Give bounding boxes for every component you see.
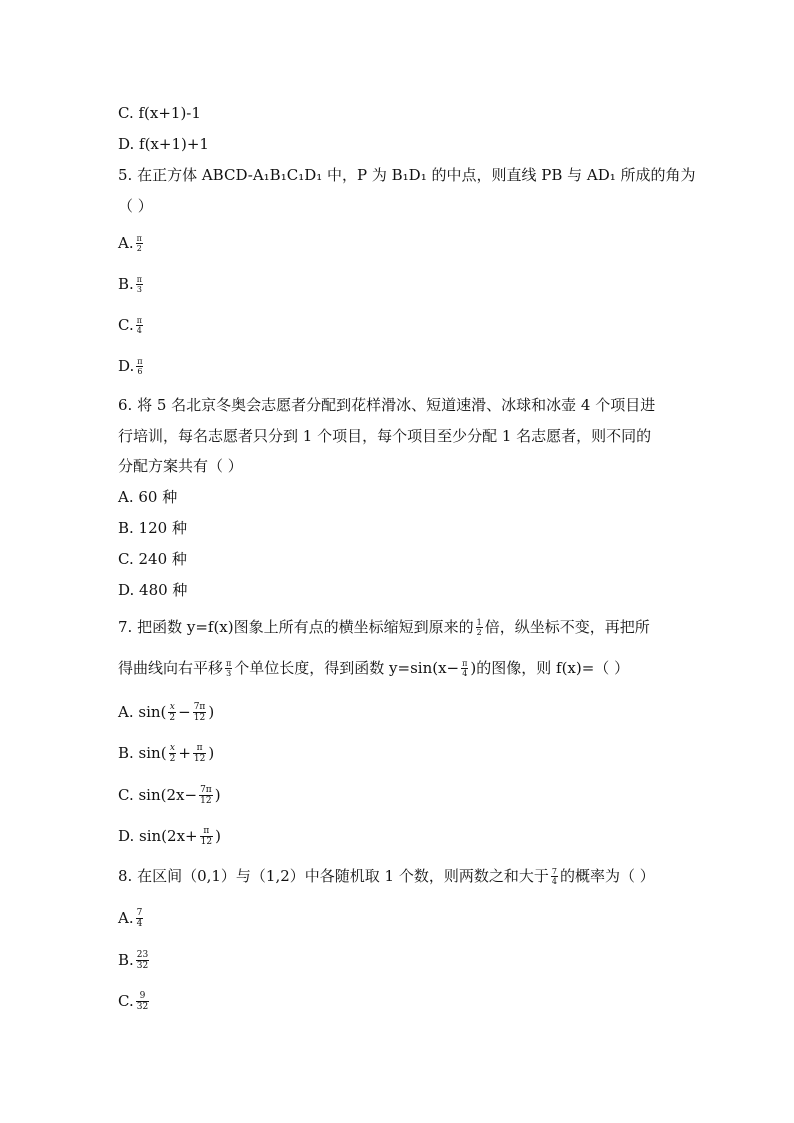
q6-option-b: B. 120 种 bbox=[118, 519, 187, 537]
fraction bbox=[136, 991, 149, 1012]
fraction bbox=[199, 785, 213, 806]
option-label: C. bbox=[118, 992, 134, 1010]
option-text: ) bbox=[208, 744, 215, 762]
fraction-denominator: 2 bbox=[136, 243, 142, 253]
fraction bbox=[169, 743, 177, 764]
fraction bbox=[136, 275, 143, 294]
fraction-denominator: 6 bbox=[137, 366, 143, 376]
q7-stem-text: )的图像，则 f(x)=（ ） bbox=[470, 659, 630, 677]
q6-option-c: C. 240 种 bbox=[118, 550, 187, 568]
option-label: B. bbox=[118, 951, 134, 969]
fraction-numerator: π bbox=[136, 274, 143, 284]
q7-stem-text: 个单位长度，得到函数 y=sin(x− bbox=[234, 659, 460, 677]
fraction bbox=[551, 867, 558, 886]
fraction bbox=[225, 659, 232, 678]
fraction-numerator: π bbox=[203, 825, 210, 836]
option-text: ) bbox=[214, 786, 221, 804]
fraction-denominator: 4 bbox=[136, 325, 142, 335]
fraction-numerator: π bbox=[137, 356, 143, 366]
fraction bbox=[193, 702, 207, 723]
q7-stem-line2 bbox=[118, 658, 694, 679]
fraction-denominator: 3 bbox=[136, 284, 142, 294]
q6-option-d: D. 480 种 bbox=[118, 581, 188, 599]
q4-option-c: C. f(x+1)-1 bbox=[118, 104, 201, 122]
fraction bbox=[136, 908, 144, 929]
fraction-denominator: 12 bbox=[200, 836, 213, 847]
q8-stem bbox=[118, 866, 694, 887]
q7-stem-text: 倍，纵坐标不变，再把所 bbox=[484, 618, 650, 636]
option-text: ) bbox=[208, 703, 215, 721]
q5-option-c bbox=[118, 315, 694, 336]
fraction-denominator: 12 bbox=[200, 795, 212, 806]
fraction-denominator: 4 bbox=[462, 668, 468, 678]
q8-stem-text: 的概率为（ ） bbox=[559, 867, 655, 885]
fraction-denominator: 12 bbox=[193, 753, 206, 764]
fraction-numerator: 1 bbox=[476, 617, 482, 627]
option-label: D. bbox=[118, 357, 135, 375]
q8-stem-text: 8. 在区间（0,1）与（1,2）中各随机取 1 个数，则两数之和大于 bbox=[118, 867, 549, 885]
fraction bbox=[193, 743, 206, 764]
fraction bbox=[476, 618, 483, 637]
option-label: A. bbox=[118, 234, 134, 252]
operator: + bbox=[178, 744, 191, 762]
fraction-denominator: 3 bbox=[226, 668, 232, 678]
fraction bbox=[461, 659, 468, 678]
q5-option-b bbox=[118, 274, 694, 295]
fraction bbox=[168, 702, 176, 723]
q5-option-d bbox=[118, 356, 694, 377]
fraction-denominator: 2 bbox=[476, 627, 482, 637]
option-label: C. bbox=[118, 316, 134, 334]
option-label: B. bbox=[118, 275, 134, 293]
fraction bbox=[136, 316, 143, 335]
q7-option-c bbox=[118, 785, 694, 807]
fraction-numerator: π bbox=[196, 742, 203, 753]
fraction bbox=[136, 357, 143, 376]
fraction bbox=[136, 234, 143, 253]
fraction-denominator: 4 bbox=[136, 918, 143, 929]
q7-stem-text: 7. 把函数 y=f(x)图象上所有点的横坐标缩短到原来的 bbox=[118, 618, 474, 636]
q7-stem-line1 bbox=[118, 617, 694, 638]
fraction-numerator: 7 bbox=[551, 866, 557, 876]
option-text: C. sin(2x− bbox=[118, 786, 198, 804]
fraction bbox=[136, 950, 149, 971]
fraction-denominator: 32 bbox=[136, 1001, 149, 1012]
fraction bbox=[200, 826, 213, 847]
operator: − bbox=[178, 703, 191, 721]
q7-option-d bbox=[118, 826, 694, 848]
fraction-numerator: 9 bbox=[139, 990, 146, 1001]
fraction-numerator: x bbox=[169, 742, 175, 753]
fraction-numerator: 7π bbox=[193, 701, 206, 712]
fraction-numerator: x bbox=[169, 701, 175, 712]
q5-stem-line1: 5. 在正方体 ABCD-A₁B₁C₁D₁ 中，P 为 B₁D₁ 的中点，则直线 PB 与 AD₁ 所成的角为 bbox=[118, 166, 696, 184]
fraction-numerator: 7 bbox=[136, 907, 143, 918]
q8-option-c bbox=[118, 991, 694, 1013]
option-text: B. sin( bbox=[118, 744, 167, 762]
q8-option-a bbox=[118, 908, 694, 930]
option-label: A. bbox=[118, 909, 134, 927]
fraction-numerator: 7π bbox=[200, 784, 212, 795]
fraction-numerator: π bbox=[226, 658, 232, 668]
q4-option-d: D. f(x+1)+1 bbox=[118, 135, 209, 153]
q6-stem-line1: 6. 将 5 名北京冬奥会志愿者分配到花样滑冰、短道速滑、冰球和冰壶 4 个项目进 bbox=[118, 396, 656, 414]
q6-stem-line2: 行培训，每名志愿者只分到 1 个项目，每个项目至少分配 1 名志愿者，则不同的 bbox=[118, 427, 652, 445]
fraction-denominator: 4 bbox=[551, 876, 557, 886]
fraction-numerator: π bbox=[136, 233, 142, 243]
fraction-denominator: 2 bbox=[169, 712, 176, 723]
q7-stem-text: 得曲线向右平移 bbox=[118, 659, 224, 677]
fraction-denominator: 32 bbox=[136, 960, 149, 971]
fraction-numerator: π bbox=[136, 315, 142, 325]
q7-option-a bbox=[118, 702, 694, 724]
q5-option-a bbox=[118, 233, 694, 254]
q6-stem-line3: 分配方案共有（ ） bbox=[118, 457, 243, 475]
option-text: A. sin( bbox=[118, 703, 167, 721]
q6-option-a: A. 60 种 bbox=[118, 488, 178, 506]
q8-option-b bbox=[118, 950, 694, 972]
option-text: D. sin(2x+ bbox=[118, 827, 198, 845]
option-text: ) bbox=[215, 827, 221, 845]
q5-stem-line2: （ ） bbox=[118, 197, 153, 215]
fraction-numerator: 23 bbox=[136, 949, 149, 960]
fraction-denominator: 12 bbox=[193, 712, 206, 723]
q7-option-b bbox=[118, 743, 694, 765]
fraction-denominator: 2 bbox=[169, 753, 176, 764]
fraction-numerator: π bbox=[462, 658, 468, 668]
